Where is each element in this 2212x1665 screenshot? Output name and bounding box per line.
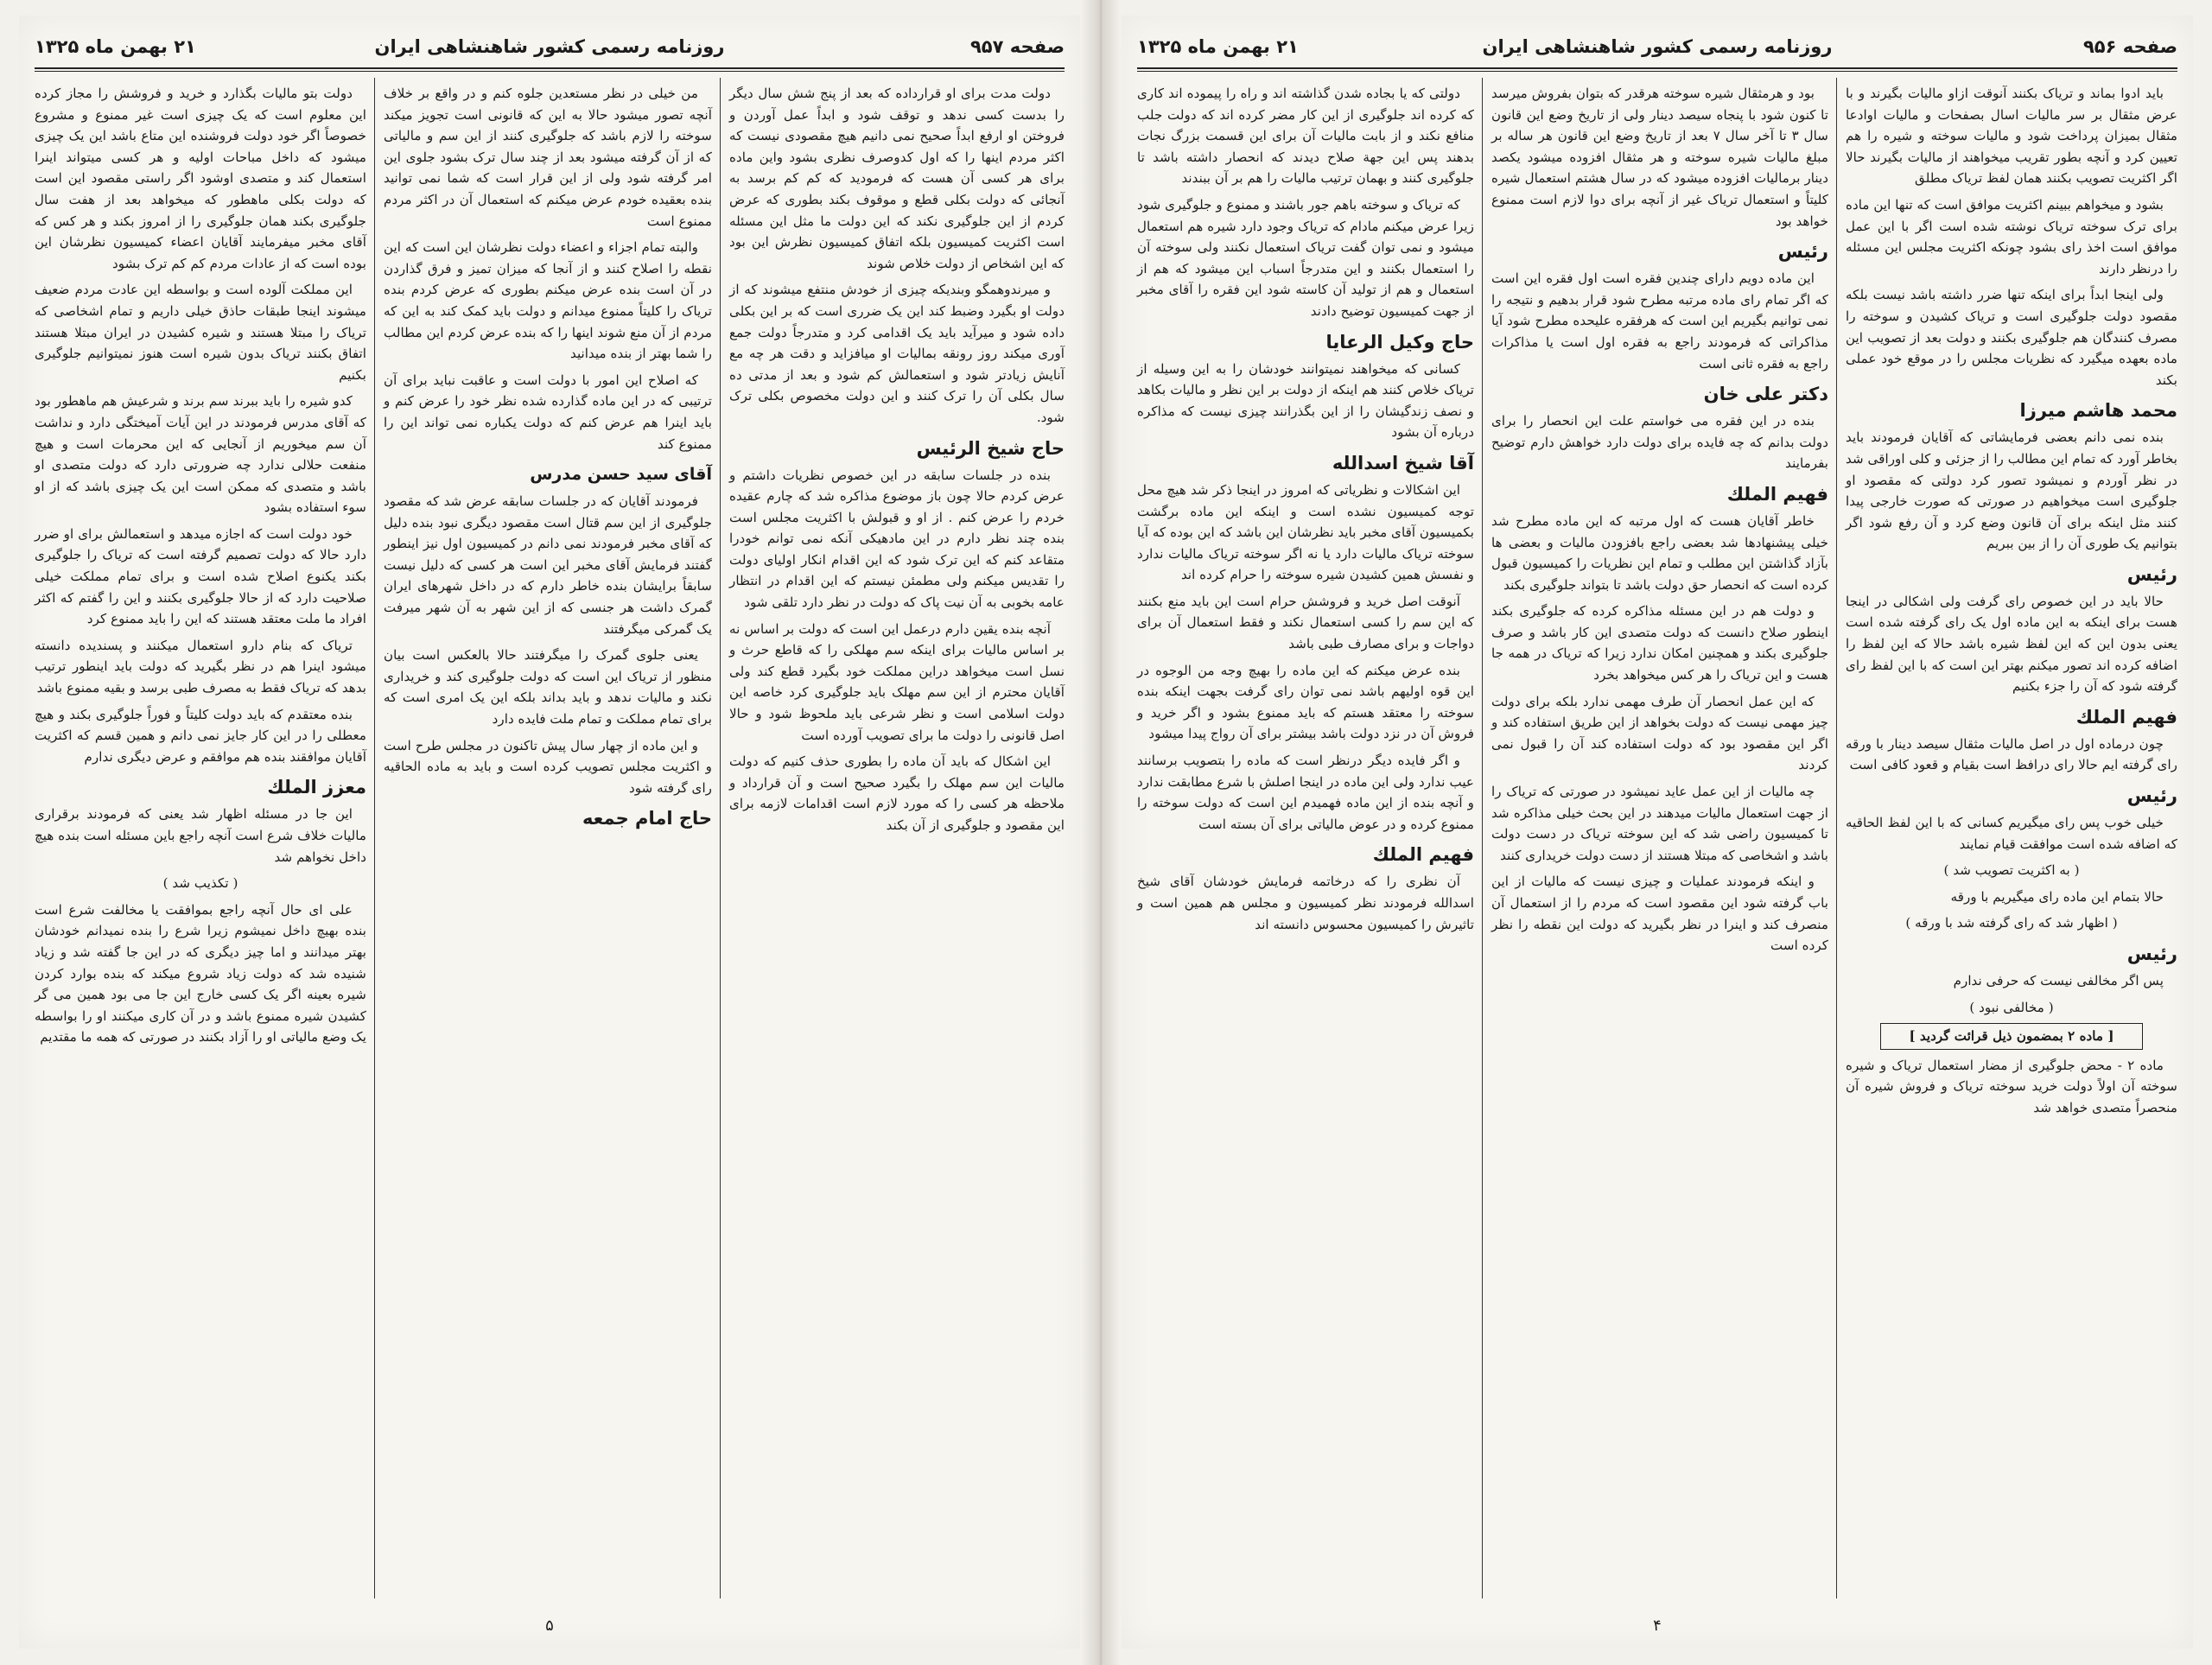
paragraph: بنده معتقدم که باید دولت کلیتاً و فوراً جلوگیری بکند و هیچ معطلی را در این کار جایز نمی دانم و همین قسم که اکثریت آقایان موافقند بنده هم موافقم و عرض دیگری ندارم xyxy=(35,706,366,765)
paragraph: و این ماده از چهار سال پیش تاکنون در مجلس طرح است و اکثریت مجلس تصویب کرده است و باید به ماده الحاقیه رای گرفته شود xyxy=(384,737,712,796)
header-rule-thin xyxy=(35,71,1065,72)
header-rule xyxy=(1137,67,2177,69)
paragraph: آنوقت اصل خرید و فروشش حرام است این باید منع بکنند که این سم را کسی استعمال نکند و فقط استعمال آن برای دواجات و برای مصارف طبی باشد xyxy=(1137,593,1474,652)
paragraph: چون درماده اول در اصل مالیات مثقال سیصد دینار با ورقه رای گرفته ایم حالا رای درافظ است بقیام و قعود کافی است xyxy=(1846,735,2177,773)
bracket-note: ( اظهار شد که رای گرفته شد با ورقه ) xyxy=(1905,915,2118,931)
paragraph: دولتی که یا بجاده شدن گذاشته اند و راه را پیموده اند کاری که کرده اند جلوگیری از این کار مضر کرده اند که دولت جلب منافع نکند و از بابت مالیات آن برای این قسمت بزرگ نجات بدهند پس این جهة صلاح دیدند که انحصار داشته باشد تا جلوگیری کنند و بهمان ترتیب مالیات را هم بر آن ببندند xyxy=(1137,86,1474,187)
bracket-note: ( مخالفی نبود ) xyxy=(1969,999,2054,1015)
book-gutter xyxy=(1080,0,1122,1665)
paragraph: این ماده دویم دارای چندین فقره است اول فقره این است که اگر تمام رای ماده مرتبه مطرح شود قرار بدهیم و نتیجه را نمی توانیم بگیریم این است که هرفقره علیحده مطرح شود آیا مذاکراتی که فرمودند راجع به فقره اول است یا مذاکرات راجع به فقره ثانی است xyxy=(1491,270,1828,372)
left-page xyxy=(19,16,1080,1649)
speaker-name: فهیم الملك xyxy=(1372,844,1474,866)
text-column-3 xyxy=(29,83,372,1593)
paragraph: دولت بتو مالیات بگذارد و خرید و فروشش را مجاز کرده این معلوم است که یک چیزی است غیر ممنوع و مشروع خصوصاً اگر خود دولت فروشنده این متاع باشد این یک چیزی میشود که داخل مباحات اولیه و هر کسی میتواند اینرا استعمال کند و متصدی اوشود اگر راستی مقصود این است که دولت بکلی ماهطور که میخواهد بعد از هفت سال جلوگیری بکند همان جلوگیری را از امروز بکند و هر کس که آقای مخبر میفرمایند آقایان اعضاء کمیسیون نظرشان این بوده است که از عادات مردم کم کم ترک بشود xyxy=(35,86,366,271)
text-column-1 xyxy=(1132,83,1479,1593)
text-column-2 xyxy=(378,83,717,1593)
issue-date: ۲۱ بهمن ماه ۱۳۲۵ xyxy=(1137,36,1299,57)
paragraph: خود دولت است که اجازه میدهد و استعمالش برای او ضرر دارد حالا که دولت تصمیم گرفته است که تریاک را جلوگیری بکند یکنوع اصلاح شده است و برای تمام مملکت خیلی صلاحیت دارد که از حالا جلوگیری بکنند و این را گفتم که اکثر افراد ما ملت معتقد هستند که این را باید ممنوع کرد xyxy=(35,525,366,627)
paragraph: ولی اینجا ابداً برای اینکه تنها ضرر داشته باشد نیست بلکه مقصود دولت جلوگیری است و تریاک کشیدن و سوخته را مصرف کنندگان هم جلوگیری بکنند و دولت بعد از تصویب این ماده بعهده میگیرد که نظریات مجلس را در موقع خود عملی بکند xyxy=(1846,287,2177,388)
paragraph: علی ای حال آنچه راجع بموافقت یا مخالفت شرع است بنده بهیچ داخل نمیشوم زیرا شرع را بنده نمیدانم خودشان بهتر میدانند و اما چیز دیگری که در این جا گفته شد و زیاد شنیده شد که دولت زیاد شروع میکند که بنده بوارد کردن شیره بعینه اگر یک کسی خارج این جا می بود همین می گر کشیدن شیره ممنوع باشد و در آن کاری میکنند او را بواسطه یک وضع مالیاتی او را آزاد بکنند در صورتی که همه ما مقتدیم xyxy=(35,901,366,1045)
column-divider xyxy=(1482,78,1483,1598)
column-divider xyxy=(720,78,721,1598)
column-divider xyxy=(374,78,375,1598)
left-page-header xyxy=(35,33,1065,67)
newspaper-title: روزنامه رسمی کشور شاهنشاهی ایران xyxy=(1482,36,1833,57)
paragraph: باید ادوا بماند و تریاک بکنند آنوقت ازاو مالیات بگیرند و با عرض مثقال بر سر مالیات اسال بصفحات و مالیات اوادعا مثقال بمیزان پرداخت شود و مالیات سوخته و شیره را هم تعیین کرد و آنچه بطور تقریب میخواهند از مالیات بگیرند حالا اگر اکثریت تصویب بکنند همان لفظ تریاک مطلق xyxy=(1846,86,2177,187)
paragraph: و اینکه فرمودند عملیات و چیزی نیست که مالیات از این باب گرفته شود این مقصود است که مردم را از استعمال آن منصرف کند و اینرا در نظر بگیرید که دولت این نقطه را نظر کرده است xyxy=(1491,874,1828,954)
paragraph: بنده در جلسات سابقه در این خصوص نظریات داشتم و عرض کردم حالا چون باز موضوع مذاکره شد که چارم عقیده خردم را عرض کنم . از او و قبولش با اکثریت مجلس است بنده چند نظر دارم در این مادهیکی آنکه نمی توانم خودرا متقاعد کنم که این ترک شود که این اقدام انکار اولیای دولت را تقدیس میکنم ولی مطمئن نیستم که این اقدام در انتظار عامه بخوبی به آن نیت پاک که دولت در نظر دارد تلقی شود xyxy=(729,467,1065,611)
right-page xyxy=(1122,16,2193,1649)
boxed-notice: [ ماده ۲ بمضمون ذیل قرائت گردید ] xyxy=(1880,1023,2143,1050)
paragraph: این مملکت آلوده است و بواسطه این عادت مردم ضعیف میشوند اینجا طبقات حاذق خیلی داریم و تمام اشخاصی که تریاک را مبتلا هستند و شیره کشیدن در ایران مبتلا هستند اتفاق بکنند تریاک بدون شیره است هنوز نمیتوانیم جلوگیری بکنیم xyxy=(35,282,366,383)
page-folio: ۴ xyxy=(1653,1617,1662,1635)
paragraph: خیلی خوب پس رای میگیریم کسانی که با این لفظ الحاقیه که اضافه شده است موافقت قیام نمایند xyxy=(1846,815,2177,852)
paragraph: پس اگر مخالفی نیست که حرفی ندارم xyxy=(1953,973,2164,988)
paragraph: چه مالیات از این عمل عاید نمیشود در صورتی که تریاک را از جهت استعمال مالیات میدهند در این بحث خیلی مذاکره شد تا کمیسیون راضی شد که این سوخته تریاک در دست دولت باشد و اشخاصی که مبتلا هستند از دست دولت خریداری کنند xyxy=(1491,784,1828,863)
header-rule-thin xyxy=(1137,71,2177,72)
paragraph: که اصلاح این امور با دولت است و عاقبت نباید برای آن ترتیبی که در این ماده گذارده شده نظر خود را عرض کنم و باید اینرا هم عرض کنم که دولت یکباره نمی تواند این را ممنوع کند xyxy=(384,372,712,452)
text-column-2 xyxy=(1486,83,1834,1593)
speaker-name: فهیم الملك xyxy=(2075,706,2177,728)
paragraph: بود و هرمثقال شیره سوخته هرقدر که بتوان بفروش میرسد تا کنون شود با پنجاه سیصد دینار ولی از تاریخ وضع این قانون سال ۳ تا آخر سال ۷ بعد از تاریخ وضع این قانون هر ساله بر مبلغ مالیات شیره سوخته و هر مثقال افزوده میشود یکصد دینار برمالیات افزوده میشود که در سال هشتم استعمال شیره کلیتاً و استعمال تریاک غیر از آنچه برای دوا لازم است ممنوع خواهد بود xyxy=(1491,86,1829,229)
page-folio: ۵ xyxy=(545,1617,554,1635)
paragraph: آنچه بنده یقین دارم درعمل این است که دولت بر اساس نه بر اساس مالیات برای اینکه سم مهلکی را که قاطع حرث و نسل است میخواهد دراین مملکت خود بگیرد قطع کند ولی آقایان محترم از این سم مهلک باید جلوگیری کرد خاصه این دولت اسلامی است و نظر شرعی باید ملحوظ شود و حالا اصل قانونی را دولت ما برای تصویب آورده است xyxy=(729,620,1065,743)
page-number-label: صفحه ۹۵۶ xyxy=(2082,36,2177,57)
column-divider xyxy=(1836,78,1837,1598)
page-number-label: صفحه ۹۵۷ xyxy=(969,36,1065,57)
paragraph: این جا در مسئله اظهار شد یعنی که فرمودند برقراری مالیات خلاف شرع است آنچه راجع باین مسئله است بنده هیچ داخل نخواهم شد xyxy=(35,806,366,865)
paragraph: حالا باید در این خصوص رای گرفت ولی اشکالی در اینجا هست برای اینکه به این ماده اول یک رای گرفته شده است یعنی بدون این که این لفظ شیره باشد حالا که این لفظ را اضافه کرده اند تصور میکنم بهتر این است که با این لفظ رای گرفته شود که آن را جزء بکنیم xyxy=(1846,593,2177,695)
speaker-name: رئیس xyxy=(2126,563,2177,585)
speaker-name: رئیس xyxy=(1777,241,1828,263)
paragraph: و میرندوهمگو وبندیکه چیزی از خودش منتفع میشوند که از دولت او بگیرد وضبط کند این یک ضرری است که بر این بکلی داده شود و میرآید باید یک اقدامی کرد و متدرجاً دولت جمع آوری میکند روز رونقه بمالیات او میافزاید و دقت هر چه مع آنایش زیادتر شود و استعمالش کم شود و بعد از مدتی ده سال بکلی آن را ترک کنند و این دولت مخصوص بکلی ترک شود. xyxy=(729,282,1065,425)
paragraph: و دولت هم در این مسئله مذاکره کرده که جلوگیری بکند اینطور صلاح دانست که دولت متصدی این کار باشد و صرف جلوگیری بکند و همچنین امکان ندارد زیرا که تریاک در همه جا هست و این تریاک را هر کس میخواهد بخرد xyxy=(1491,603,1828,683)
bracket-note: ( به اکثریت تصویب شد ) xyxy=(1943,862,2080,879)
paragraph: بنده عرض میکنم که این ماده را بهیچ وجه من الوجوه در این قوه اولیهم باشد نمی توان رای گرفت بجهت اینکه بنده سوخته را معتقد هستم که باید ممنوع بشود و اگر خرید و فروش آن در نزد دولت باشد بیشتر برای آن رواج پیدا میشود xyxy=(1137,662,1474,742)
text-column-1 xyxy=(724,83,1070,1593)
paragraph: دولت مدت برای او قرارداده که بعد از پنج شش سال دیگر را بدست کسی ندهد و توقف شود و ابداً عمل آوردن و فروختن او ارفع ابداً صحیح نمی دانیم هیچ مقصودی نیست که اکثر مردم اینها را که اول کدوصرف نظری بشود واین ماده برای هر کسی آن هست که فرمودید که کم کم برسد به آنجائی که دولت بکلی قطع و موقوف بکند بطوری که عرض کردم از این جلوگیری نکند که این دولت ما مثل این مسئله است اکثریت کمیسیون بلکه اتفاق کمیسیون نظرش این بود که این اشخاص از دولت خلاص شوند xyxy=(729,86,1065,271)
paragraph: و اگر فایده دیگر درنظر است که ماده را بتصویب برسانند عیب ندارد ولی این ماده در اینجا اصلش با شرع مطابقت ندارد و آنچه بنده از این ماده فهمیدم این است که دولت سوخته را ممنوع کرده و در عوض مالیاتی برای آن بسته است xyxy=(1137,753,1474,832)
paragraph: که تریاک و سوخته باهم جور باشند و ممنوع و جلوگیری شود زیرا عرض میکنم مادام که تریاک وجود دارد شیره هم استعمال میشود و نمی توان گفت تریاک استعمال نکنند ولی سوخته آن را استعمال بکنند و این متدرجاً اسباب این میشود که هم از استعمال و هم از تولید آن کاسته شود این فقره را آقای مخبر از جهت کمیسیون توضیح دادند xyxy=(1137,196,1474,319)
issue-date: ۲۱ بهمن ماه ۱۳۲۵ xyxy=(35,36,196,57)
paragraph: والبته تمام اجزاء و اعضاء دولت نظرشان این است که این نقطه را اصلاح کنند و از آنجا که میزان تمیز و فرق گذاردن در آن است بنده عرض میکنم بطوری که عرض کردم بنده تریاک را کلیتاً ممنوع میدانم و دولت باید کمک کند به این که مردم از آن منع شوند اینها را که بنده عرض کردم این مطالب را شما بهتر از بنده میدانید xyxy=(384,239,712,362)
paragraph: بنده در این فقره می خواستم علت این انحصار را برای دولت بدانم که چه فایده برای دولت دارد خواهش دارم توضیح بفرمایند xyxy=(1491,413,1828,472)
newspaper-title: روزنامه رسمی کشور شاهنشاهی ایران xyxy=(374,36,725,57)
paragraph: کدو شیره را باید ببرند سم برند و شرعیش هم ماهطور بود که آقای مدرس فرمودند در این آیات آمیختگی دارد و نداشت آن سم میخوریم از آنجایی که این محرمات است و هیچ منفعت حلالی ندارد چه ضرورتی دارد که دولت متصدی او باشد و متصدی که ممکن است این یک چیزی باشد که از او سوء استفاده بشود xyxy=(35,393,366,516)
paragraph: فرمودند آقایان که در جلسات سابقه عرض شد که مقصود جلوگیری از این سم قتال است مقصود دیگری نبود بنده دلیل که آقای مخبر فرمودند نمی دانم در کمیسیون اول نیز اینطور گفتند فرمایش آقای مخبر این است هر کسی که دلیل نیست سابقاً برایشان بنده خاطر دارم که در داخل شهرهای ایران گمرک داشت هر جنسی که از این شهر به آن شهر میرفت یک گمرکی میگرفتند xyxy=(384,493,712,637)
speaker-name: معزز الملك xyxy=(267,777,366,798)
speaker-name: حاج شیخ الرئیس xyxy=(916,437,1065,459)
speaker-name: حاج وکیل الرعایا xyxy=(1325,331,1474,353)
paragraph: که این عمل انحصار آن طرف مهمی ندارد بلکه برای دولت چیز مهمی نیست که دولت بخواهد از این طریق استفاده کند و اگر این مقصود بود که دولت استفاده کند آن را قبول نمی کردند xyxy=(1491,693,1828,773)
paragraph: بشود و میخواهم ببینم اکثریت موافق است که تنها این ماده برای ترک سوخته تریاک نوشته شده است اگر با این عمل موافق است اخذ رای بشود چونکه اکثریت مجلس این مسئله را درنظر دارند xyxy=(1846,196,2177,276)
paragraph: ماده ۲ - محض جلوگیری از مضار استعمال تریاک و شیره سوخته آن اولاً دولت خرید سوخته تریاک و فروش شیره آن منحصراً متصدی خواهد شد xyxy=(1846,1057,2177,1115)
paragraph: تریاک که بنام دارو استعمال میکنند و پسندیده دانسته میشود اینرا هم در نظر بگیرید که دولت باید اینطور ترتیب بدهد که تریاک فقط به مصرف طبی برسد و بقیه ممنوع باشد xyxy=(35,637,366,696)
speaker-name: دکتر علی خان xyxy=(1703,384,1828,405)
speaker-name: رئیس xyxy=(2126,785,2177,807)
bracket-note: ( تکذیب شد ) xyxy=(162,875,238,892)
speaker-name: محمد هاشم میرزا xyxy=(2019,400,2177,422)
paragraph: این اشکالات و نظریاتی که امروز در اینجا ذکر شد هیچ محل توجه کمیسیون نشده است و اینکه این ماده برگشت بکمیسیون آقای مخبر باید نظرشان این باشد که این بوده که آیا سوخته تریاک مالیات دارد یا نه اگر سوخته تریاک مالیات ندارد و نفسش همین کشیدن شیره سوخته را حرام کرده اند xyxy=(1137,481,1474,583)
header-rule xyxy=(35,67,1065,69)
paragraph: این اشکال که باید آن ماده را بطوری حذف کنیم که دولت مالیات این سم مهلک را بگیرد صحیح است و آن قرارداد و ملاحظه هر کسی را که مورد لازم است اقدامات لازمه برای این مقصود و جلوگیری از آن بکند xyxy=(729,753,1065,833)
paragraph: یعنی جلوی گمرک را میگرفتند حالا بالعکس است بیان منظور از تریاک این است که دولت جلوگیری کند و خریداری نکند و مالیات ندهد و باید بداند بلکه این یک امری است که برای تمام مملکت و تمام ملت فایده دارد xyxy=(384,647,712,728)
speaker-name: آقا شیخ اسدالله xyxy=(1332,452,1474,473)
paragraph: بنده نمی دانم بعضی فرمایشاتی که آقایان فرمودند باید بخاطر آورد که تمام این مطالب را از جزئی و کلی اوراقی شد در نظر آوردم و نمیشود تصور کرد دولتی که مقصود او جلوگیری است میخواهیم در صورتی که صورت خارجی پیدا کنند مثل اینکه برای آن قانون وضع کرد و آن رفع شود اگر بتوانیم یک طوری آن را از بین ببریم xyxy=(1846,429,2177,552)
paragraph: خاطر آقایان هست که اول مرتبه که این ماده مطرح شد خیلی پیشنهادها شد بعضی راجع بافزودن مالیات و بعضی ها بآزاد گذاشتن این مطلب و تمام این نظریات را کمیسیون قبول کرده است که انحصار حق دولت باشد تا بتواند جلوگیری بکند xyxy=(1491,512,1828,593)
speaker-name: فهیم الملك xyxy=(1726,483,1828,505)
speaker-name: آقای سید حسن مدرس xyxy=(530,465,712,485)
text-column-3 xyxy=(1840,83,2183,1593)
speaker-name: رئیس xyxy=(2126,944,2177,964)
paragraph: حالا بتمام این ماده رای میگیریم با ورقه xyxy=(1950,888,2164,905)
paragraph: من خیلی در نظر مستعدین جلوه کنم و در واقع بر خلاف آنچه تصور میشود حالا به این که قانونی است تجویز میکند سوخته را لازم باشد که جلوگیری کنند از این سم و مالیاتی که از آن گرفته میشود بعد از چند سال ترک بشود جلوی این امر گرفته شود ولی از این قرار است که شما نمی توانید بنده بعقیده خودم عرض میکنم که استعمال آن در اکثر مردم ممنوع است xyxy=(384,86,712,229)
speaker-name: حاج امام جمعه xyxy=(582,808,712,829)
paragraph: آن نظری را که درخاتمه فرمایش خودشان آقای شیخ اسدالله فرمودند نظر کمیسیون و مجلس هم همین است و تاثیرش را کمیسیون محسوس دانسته اند xyxy=(1137,874,1474,932)
right-page-header xyxy=(1137,33,2177,67)
paragraph: کسانی که میخواهند نمیتوانند خودشان را به این وسیله از تریاک خلاص کنند هم اینکه از دولت بر این نظر و مالیات بکاهد و نصف زندگیشان را از این بگذرانند چیزی نیست که مذاکره درباره آن بشود xyxy=(1137,360,1474,441)
